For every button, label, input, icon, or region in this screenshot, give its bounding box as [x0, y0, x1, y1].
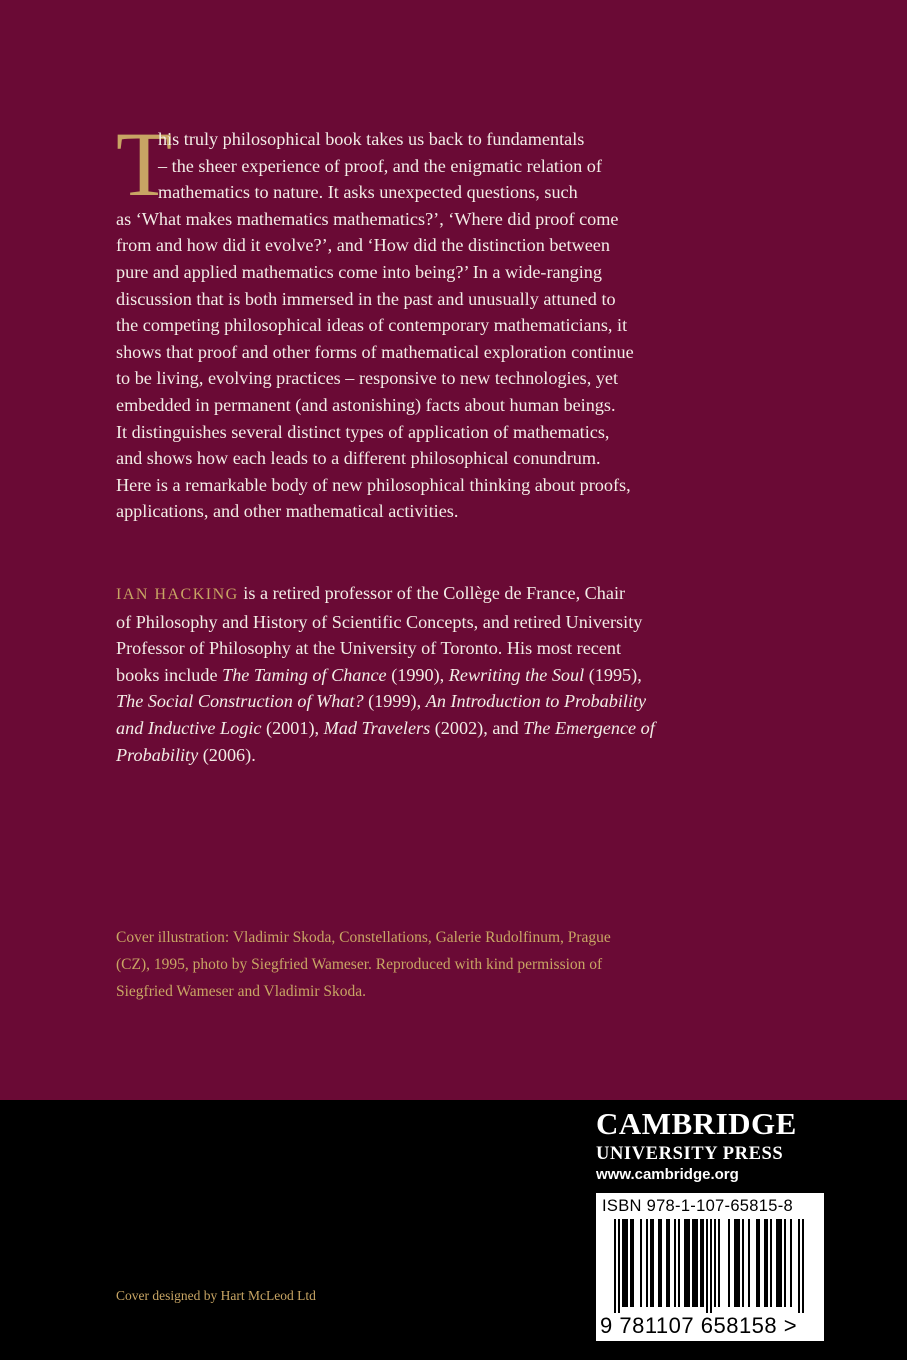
book-description [116, 126, 686, 525]
barcode-bar [630, 1219, 632, 1307]
publisher-subtitle: UNIVERSITY PRESS [596, 1144, 784, 1164]
description-line: embedded in permanent (and astonishing) facts about human beings. [116, 394, 616, 415]
bio-line [116, 742, 696, 769]
barcode-bar [742, 1219, 744, 1307]
bio-line [116, 662, 696, 689]
barcode-bar [686, 1219, 688, 1307]
barcode-bar [706, 1219, 708, 1313]
credit-line: Cover illustration: Vladimir Skoda, Constellations, Galerie Rudolfinum, Prague [116, 929, 611, 946]
book-title: and Inductive Logic [116, 717, 262, 738]
description-line: discussion that is both immersed in the past and unusually attuned to [116, 288, 616, 309]
bio-line [116, 688, 696, 715]
description-line: It distinguishes several distinct types of application of mathematics, [116, 421, 610, 442]
barcode-bar [700, 1219, 702, 1307]
book-title: The Emergence of [523, 717, 655, 738]
barcode-bar [780, 1219, 782, 1307]
barcode-bar [718, 1219, 720, 1307]
bio-text: is a retired professor of the Collège de France, Chair [238, 583, 626, 603]
book-title: Mad Travelers [323, 717, 431, 738]
bio-text: (2001), [261, 717, 324, 738]
bio-text: (1990), [386, 664, 449, 685]
drop-cap: T [116, 113, 173, 215]
description-line: applications, and other mathematical activities. [116, 501, 459, 522]
barcode-bar [650, 1219, 652, 1307]
barcode-bar [678, 1219, 680, 1307]
barcode-bar [646, 1219, 648, 1307]
description-line: to be living, evolving practices – responsive to new technologies, yet [116, 368, 619, 389]
bio-text: books include [116, 664, 223, 685]
barcode-bar [764, 1219, 766, 1307]
barcode-bar [618, 1219, 620, 1313]
bio-line [116, 715, 696, 742]
author-bio [116, 580, 696, 768]
barcode-bar [802, 1219, 804, 1313]
book-title: The Social Construction of What? [116, 691, 364, 712]
barcode-bar [626, 1219, 628, 1307]
description-line: pure and applied mathematics come into being?’ In a wide-ranging [116, 261, 602, 282]
credit-line: (CZ), 1995, photo by Siegfried Wameser. Reproduced with kind permission of [116, 956, 603, 973]
bio-text: (2002), and [430, 717, 524, 738]
barcode-bar [756, 1219, 758, 1307]
publisher-name: CAMBRIDGE [596, 1106, 797, 1141]
barcode-bar [696, 1219, 698, 1307]
description-line: Here is a remarkable body of new philosophical thinking about proofs, [116, 474, 631, 495]
book-title: Probability [116, 744, 199, 765]
barcode-bar [738, 1219, 740, 1307]
barcode-bar [688, 1219, 690, 1307]
description-line: his truly philosophical book takes us back to fundamentals [158, 129, 585, 149]
barcode-bar [668, 1219, 670, 1307]
barcode-bar [766, 1219, 768, 1307]
description-line: from and how did it evolve?’, and ‘How did the distinction between [116, 235, 610, 256]
bio-text: (1995), [584, 664, 642, 685]
isbn-label: ISBN 978-1-107-65815-8 [602, 1197, 793, 1215]
description-line: shows that proof and other forms of mathematical exploration continue [116, 341, 634, 362]
description-line: and shows how each leads to a different philosophical conundrum. [116, 448, 601, 469]
bio-line [116, 580, 696, 609]
barcode-bar [778, 1219, 780, 1307]
description-line: – the sheer experience of proof, and the enigmatic relation of [158, 155, 602, 176]
barcode-bar [734, 1219, 736, 1307]
author-name: IAN HACKING [116, 586, 239, 603]
bio-text: (1999), [363, 691, 426, 712]
barcode-bar [736, 1219, 738, 1307]
barcode-bar [710, 1219, 712, 1313]
book-title: An Introduction to Probability [425, 691, 647, 712]
barcode-bar [632, 1219, 634, 1307]
barcode-bar [652, 1219, 654, 1307]
barcode-bar [770, 1219, 772, 1307]
barcode-bar [624, 1219, 626, 1307]
ean-digits: 9 781107 658158 > [600, 1313, 798, 1338]
barcode-bar [714, 1219, 716, 1307]
barcode-bar [784, 1219, 786, 1307]
book-title: The Taming of Chance [222, 664, 387, 685]
bio-line: Professor of Philosophy at the University of Toronto. His most recent [116, 638, 622, 659]
barcode-bar [728, 1219, 730, 1307]
description-line: the competing philosophical ideas of contemporary mathematicians, it [116, 315, 628, 336]
barcode-bar [660, 1219, 662, 1307]
barcode-bar [684, 1219, 686, 1307]
cover-illustration-credit [116, 924, 716, 1005]
book-title: Rewriting the Soul [448, 664, 585, 685]
barcode-bar [614, 1219, 616, 1313]
barcode-bar [692, 1219, 694, 1307]
barcode-bar [694, 1219, 696, 1307]
barcode-bar [798, 1219, 800, 1313]
barcode-bar [702, 1219, 704, 1307]
isbn-barcode [596, 1193, 824, 1341]
barcode-bar [658, 1219, 660, 1307]
barcode-bar [758, 1219, 760, 1307]
description-line: as ‘What makes mathematics mathematics?’, ‘Where did proof come [116, 208, 619, 229]
barcode-bars [600, 1219, 820, 1313]
barcode-bar [674, 1219, 676, 1307]
barcode-bar [666, 1219, 668, 1307]
barcode-bar [622, 1219, 624, 1307]
bio-text: (2006). [198, 744, 256, 765]
credit-line: Siegfried Wameser and Vladimir Skoda. [116, 983, 366, 1000]
barcode-bar [776, 1219, 778, 1307]
bio-line: of Philosophy and History of Scientific Concepts, and retired University [116, 611, 643, 632]
barcode-bar [790, 1219, 792, 1307]
cover-designer-credit: Cover designed by Hart McLeod Ltd [116, 1288, 316, 1303]
barcode-bar [640, 1219, 642, 1307]
barcode-bar [748, 1219, 750, 1307]
publisher-logo [596, 1104, 826, 1186]
description-line: mathematics to nature. It asks unexpected questions, such [158, 182, 578, 203]
publisher-url: www.cambridge.org [596, 1166, 739, 1183]
